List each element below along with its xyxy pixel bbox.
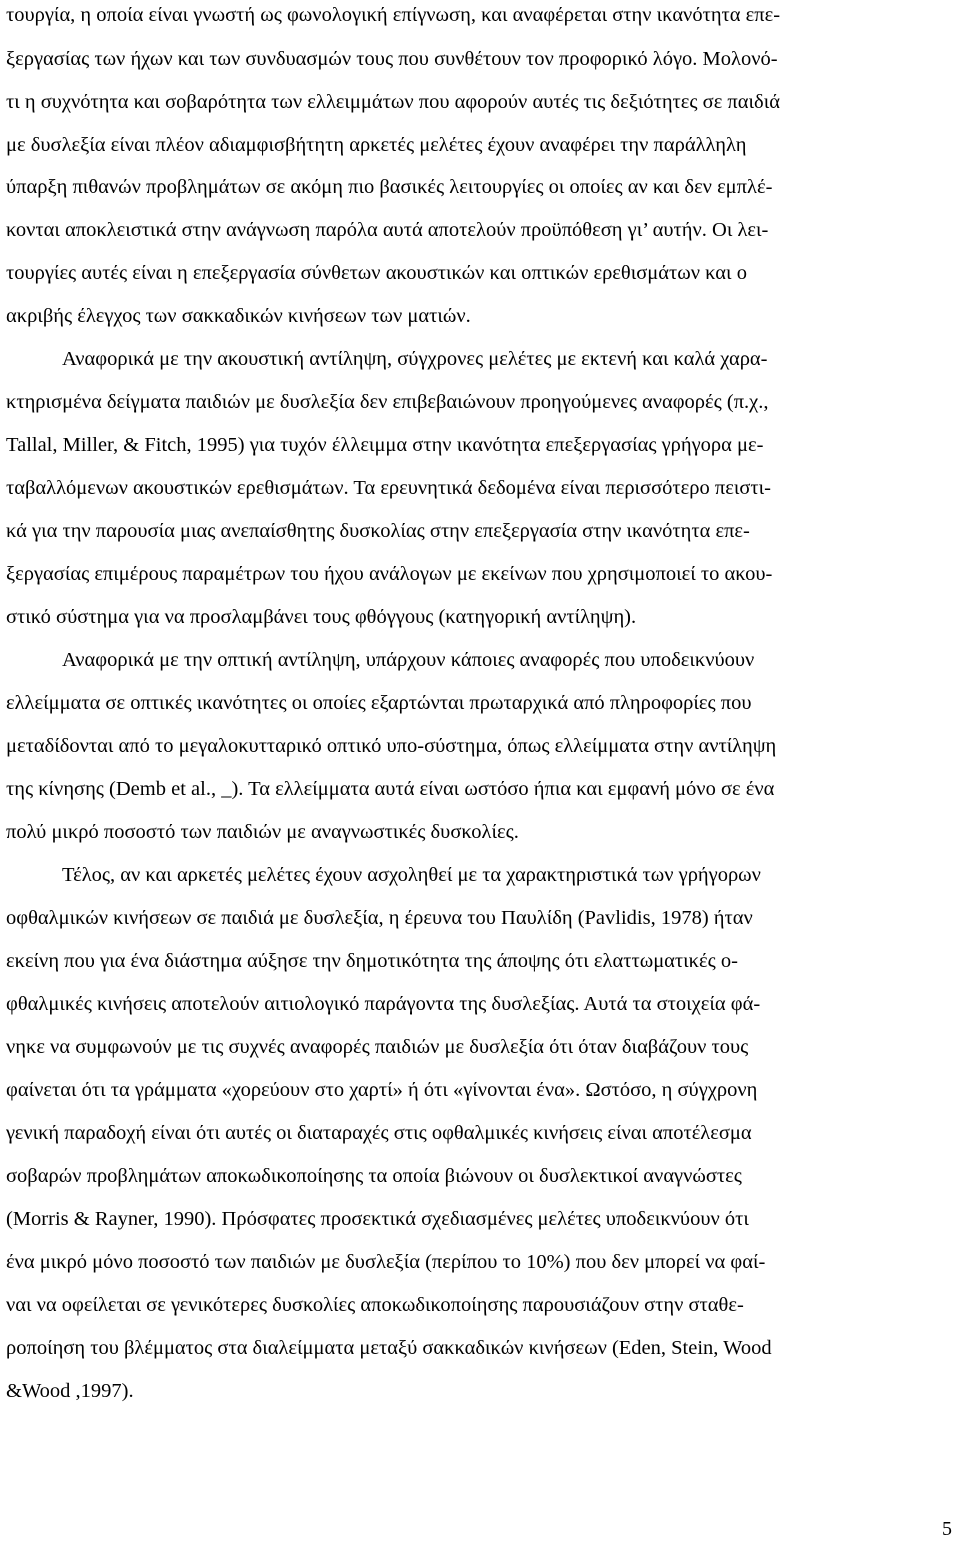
text-line: φθαλμικές κινήσεις αποτελούν αιτιολογικό παράγοντα της δυσλεξίας. Αυτά τα στοιχεία φά- <box>6 993 761 1015</box>
text-line: φαίνεται ότι τα γράμματα «χορεύουν στο χαρτί» ή ότι «γίνονται ένα». Ωστόσο, η σύγχρονη <box>6 1079 758 1101</box>
text-line: ύπαρξη πιθανών προβλημάτων σε ακόμη πιο βασικές λειτουργίες οι οποίες αν και δεν εμπλέ- <box>6 176 773 198</box>
text-line: (Morris & Rayner, 1990). Πρόσφατες προσεκτικά σχεδιασμένες μελέτες υποδεικνύουν ότι <box>6 1208 749 1230</box>
text-line: ροποίηση του βλέμματος στα διαλείμματα μεταξύ σακκαδικών κινήσεων (Eden, Stein, Wood <box>6 1337 772 1359</box>
text-line: νηκε να συμφωνούν με τις συχνές αναφορές παιδιών με δυσλεξία ότι όταν διαβάζουν τους <box>6 1036 749 1058</box>
text-line: τουργίες αυτές είναι η επεξεργασία σύνθετων ακουστικών και οπτικών ερεθισμάτων και ο <box>6 262 747 284</box>
paragraph-first-line: Αναφορικά με την οπτική αντίληψη, υπάρχουν κάποιες αναφορές που υποδεικνύουν <box>62 649 755 671</box>
text-line: γενική παραδοχή είναι ότι αυτές οι διαταραχές στις οφθαλμικές κινήσεις είναι αποτέλεσμα <box>6 1122 752 1144</box>
text-line: ξεργασίας των ήχων και των συνδυασμών τους που συνθέτουν τον προφορικό λόγο. Μολονό- <box>6 48 778 70</box>
text-line: Tallal, Miller, & Fitch, 1995) για τυχόν έλλειμμα στην ικανότητα επεξεργασίας γρήγορα με- <box>6 434 764 456</box>
text-line: με δυσλεξία είναι πλέον αδιαμφισβήτητη αρκετές μελέτες έχουν αναφέρει την παράλληλη <box>6 134 747 156</box>
text-line: της κίνησης (Demb et al., _). Τα ελλείμματα αυτά είναι ωστόσο ήπια και εμφανή μόνο σε ένα <box>6 778 775 800</box>
text-line: σοβαρών προβλημάτων αποκωδικοποίησης τα οποία βιώνουν οι δυσλεκτικοί αναγνώστες <box>6 1165 742 1187</box>
text-line: ελλείμματα σε οπτικές ικανότητες οι οποίες εξαρτώνται πρωταρχικά από πληροφορίες που <box>6 692 752 714</box>
text-line: τι η συχνότητα και σοβαρότητα των ελλειμμάτων που αφορούν αυτές τις δεξιότητες σε παιδιά <box>6 91 780 113</box>
text-line: ταβαλλόμενων ακουστικών ερεθισμάτων. Τα ερευνητικά δεδομένα είναι περισσότερο πειστι- <box>6 477 771 499</box>
text-line: ναι να οφείλεται σε γενικότερες δυσκολίες αποκωδικοποίησης παρουσιάζουν στην σταθε- <box>6 1294 744 1316</box>
text-line: ξεργασίας επιμέρους παραμέτρων του ήχου ανάλογων με εκείνων που χρησιμοποιεί το ακου- <box>6 563 773 585</box>
text-line: οφθαλμικών κινήσεων σε παιδιά με δυσλεξία, η έρευνα του Παυλίδη (Pavlidis, 1978) ήταν <box>6 907 753 929</box>
paragraph-first-line: Τέλος, αν και αρκετές μελέτες έχουν ασχοληθεί με τα χαρακτηριστικά των γρήγορων <box>62 864 761 886</box>
paragraph-first-line: Αναφορικά με την ακουστική αντίληψη, σύγχρονες μελέτες με εκτενή και καλά χαρα- <box>62 348 768 370</box>
text-line: κονται αποκλειστικά στην ανάγνωση παρόλα αυτά αποτελούν προϋπόθεση γι’ αυτήν. Οι λει- <box>6 219 769 241</box>
text-line: πολύ μικρό ποσοστό των παιδιών με αναγνωστικές δυσκολίες. <box>6 821 519 843</box>
text-line: &Wood ,1997). <box>6 1380 134 1402</box>
text-line: στικό σύστημα για να προσλαμβάνει τους φθόγγους (κατηγορική αντίληψη). <box>6 606 637 628</box>
text-line: ένα μικρό μόνο ποσοστό των παιδιών με δυσλεξία (περίπου το 10%) που δεν μπορεί να φαί- <box>6 1251 766 1273</box>
text-line: εκείνη που για ένα διάστημα αύξησε την δημοτικότητα της άποψης ότι ελαττωματικές ο- <box>6 950 738 972</box>
text-line: κτηρισμένα δείγματα παιδιών με δυσλεξία δεν επιβεβαιώνουν προηγούμενες αναφορές (π.χ., <box>6 391 769 413</box>
text-line: ακριβής έλεγχος των σακκαδικών κινήσεων των ματιών. <box>6 305 471 327</box>
text-line: τουργία, η οποία είναι γνωστή ως φωνολογική επίγνωση, και αναφέρεται στην ικανότητα επε- <box>6 4 781 26</box>
page-number: 5 <box>942 1518 952 1540</box>
text-line: κά για την παρουσία μιας ανεπαίσθητης δυσκολίας στην επεξεργασία στην ικανότητα επε- <box>6 520 750 542</box>
text-line: μεταδίδονται από το μεγαλοκυτταρικό οπτικό υπο-σύστημα, όπως ελλείμματα στην αντίληψη <box>6 735 777 757</box>
